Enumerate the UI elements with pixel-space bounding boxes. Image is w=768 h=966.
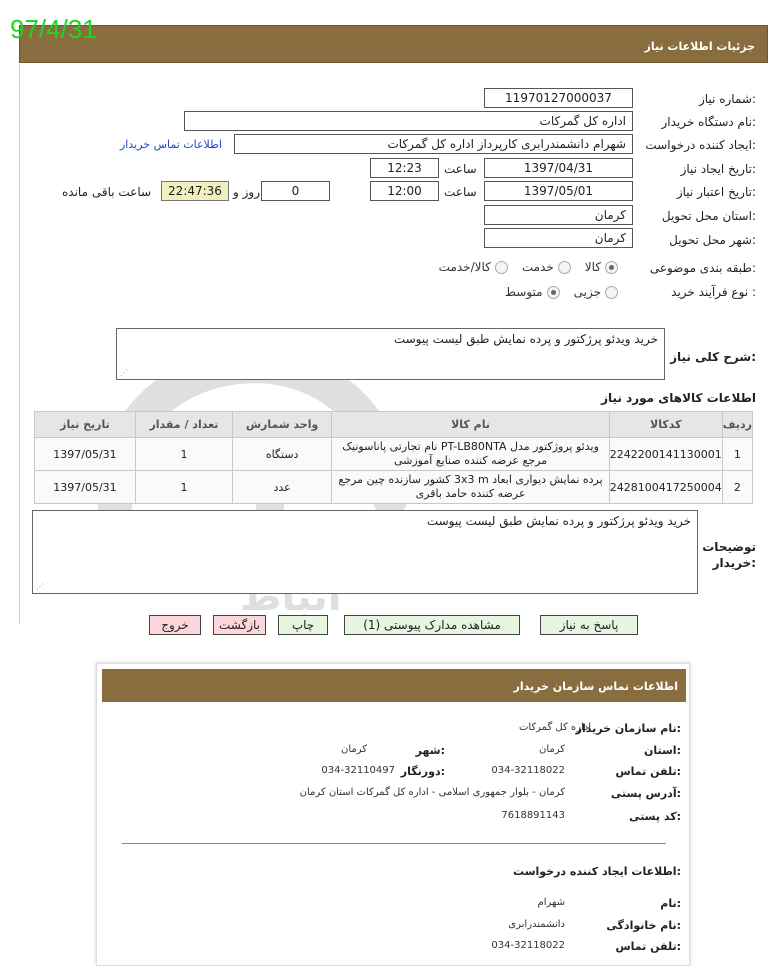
process-option-minor[interactable]: جزیی [574, 285, 618, 299]
cell-date: 1397/05/31 [35, 438, 136, 471]
watermark-text-2: اتباط [240, 574, 342, 620]
buyer-contact-panel [96, 663, 690, 966]
buyer-org-field: اداره کل گمرکات [184, 111, 633, 131]
buyer-org-label: نام دستگاه خریدار: [661, 115, 756, 129]
province-label: استان محل تحویل: [661, 209, 756, 223]
need-number-field: 11970127000037 [484, 88, 633, 108]
buyer-contact-link[interactable]: اطلاعات تماس خریدار [120, 138, 222, 151]
col-code: کدکالا [609, 412, 722, 438]
contact-panel-header [102, 669, 686, 702]
radio-dot[interactable] [495, 261, 508, 274]
contact-postal-label: کد پستی: [629, 810, 681, 823]
creator-name-value: شهرام [537, 897, 565, 908]
category-radio-group [439, 260, 618, 274]
contact-fax-label: دورنگار: [400, 765, 445, 778]
process-radio-group [505, 285, 618, 299]
province-field: کرمان [484, 205, 633, 225]
buyer-notes-label-2: خریدار: [712, 556, 756, 570]
valid-date-label: تاریخ اعتبار نیاز: [676, 185, 756, 199]
contact-city-label: شهر: [415, 744, 445, 757]
radio-dot[interactable] [605, 286, 618, 299]
items-table [34, 411, 753, 504]
contact-divider [122, 843, 666, 844]
cell-row: 2 [722, 471, 752, 504]
contact-fax-value: 034-32110497 [321, 765, 395, 776]
need-number-label: شماره نیاز: [698, 92, 756, 106]
attachments-button[interactable]: مشاهده مدارک پیوستی (1) [344, 615, 520, 635]
cell-qty: 1 [135, 438, 232, 471]
radio-dot[interactable] [558, 261, 571, 274]
countdown-timer: 22:47:36 [161, 181, 229, 201]
table-row [35, 471, 753, 504]
creator-phone-label: تلفن تماس: [615, 940, 681, 953]
contact-address-label: آدرس پستی: [610, 787, 681, 800]
requester-label: ایجاد کننده درخواست: [645, 138, 756, 152]
contact-city-value: کرمان [340, 744, 367, 755]
category-option-goods[interactable]: کالا [585, 260, 618, 274]
created-date-field: 1397/04/31 [484, 158, 633, 178]
cell-name-line1: پرده نمایش دیواری ابعاد 3x3 m کشور سازنده چین مرجع [338, 473, 603, 486]
table-header-row [35, 412, 753, 438]
process-option-medium[interactable]: متوسط [505, 285, 560, 299]
creator-section-title: اطلاعات ایجاد کننده درخواست: [513, 865, 681, 878]
created-time-field: 12:23 [370, 158, 439, 178]
city-field: کرمان [484, 228, 633, 248]
cell-code: 2242200141130001 [609, 438, 722, 471]
creator-family-label: نام خانوادگی: [606, 919, 681, 932]
cell-name [332, 471, 610, 504]
contact-panel-title: اطلاعات تماس سازمان خریدار [513, 680, 678, 693]
summary-textarea[interactable] [116, 328, 665, 380]
contact-province-label: استان: [643, 744, 681, 757]
items-section-title: اطلاعات کالاهای مورد نیاز [601, 391, 756, 405]
cell-code: 2428100417250004 [609, 471, 722, 504]
valid-time-field: 12:00 [370, 181, 439, 201]
contact-province-value: کرمان [538, 744, 565, 755]
valid-time-label: ساعت [444, 185, 477, 199]
category-label: طبقه بندی موضوعی: [649, 261, 756, 275]
back-button[interactable]: بازگشت [213, 615, 266, 635]
buyer-notes-label-1: توضیحات [702, 540, 756, 554]
page-title: جزئیات اطلاعات نیاز [644, 40, 755, 53]
contact-phone-value: 034-32118022 [491, 765, 565, 776]
col-date: تاریخ نیاز [35, 412, 136, 438]
cell-unit: عدد [232, 471, 331, 504]
requester-field: شهرام دانشمندرابری کارپرداز اداره کل گمرکات [234, 134, 633, 154]
buyer-notes-textarea[interactable] [32, 510, 698, 594]
summary-text: خرید ویدئو پرژکتور و پرده نمایش طبق لیست پیوست [393, 332, 658, 346]
contact-postal-value: 7618891143 [501, 810, 565, 821]
cell-qty: 1 [135, 471, 232, 504]
remaining-label: ساعت باقی مانده [62, 185, 152, 199]
col-name: نام کالا [332, 412, 610, 438]
summary-label: شرح کلی نیاز: [670, 350, 756, 364]
col-qty: تعداد / مقدار [135, 412, 232, 438]
created-time-label: ساعت [444, 162, 477, 176]
days-remaining-field: 0 [261, 181, 330, 201]
cell-name-line2: عرضه کننده حامد باقری [415, 487, 526, 500]
created-date-label: تاریخ ایجاد نیاز: [680, 162, 756, 176]
resize-grip-icon[interactable]: ⋰ [120, 368, 128, 377]
contact-org-label: نام سازمان خریدار: [575, 722, 681, 735]
city-label: شهر محل تحویل: [669, 233, 756, 247]
cell-name-line2: مرجع عرضه کننده صنایع آموزشی [393, 454, 548, 467]
table-row [35, 438, 753, 471]
category-option-both[interactable]: کالا/خدمت [439, 260, 508, 274]
days-label: روز و [233, 185, 260, 199]
cell-row: 1 [722, 438, 752, 471]
page-header [19, 25, 768, 63]
cell-name [332, 438, 610, 471]
category-option-service[interactable]: خدمت [522, 260, 571, 274]
col-unit: واحد شمارش [232, 412, 331, 438]
contact-org-value: اداره کل گمرکات [518, 722, 591, 733]
radio-dot[interactable] [547, 286, 560, 299]
exit-button[interactable]: خروج [149, 615, 201, 635]
resize-grip-icon[interactable]: ⋰ [36, 582, 44, 591]
cell-name-line1: ویدئو پروژکتور مدل PT-LB80NTA نام تجارتی پاناسونیک [342, 440, 599, 453]
valid-date-field: 1397/05/01 [484, 181, 633, 201]
contact-phone-label: تلفن تماس: [615, 765, 681, 778]
process-label: نوع فرآیند خرید : [671, 285, 756, 299]
creator-phone-value: 034-32118022 [491, 940, 565, 951]
reply-button[interactable]: پاسخ به نیاز [540, 615, 638, 635]
print-button[interactable]: چاپ [278, 615, 328, 635]
col-row: ردیف [722, 412, 752, 438]
creator-name-label: نام: [660, 897, 681, 910]
radio-dot[interactable] [605, 261, 618, 274]
cell-unit: دستگاه [232, 438, 331, 471]
date-stamp: 97/4/31 [10, 14, 97, 44]
buyer-notes-text: خرید ویدئو پرژکتور و پرده نمایش طبق لیست پیوست [426, 514, 691, 528]
contact-address-value: کرمان - بلوار جمهوری اسلامی - اداره کل گمرکات استان کرمان [299, 787, 565, 798]
cell-date: 1397/05/31 [35, 471, 136, 504]
creator-family-value: دانشمندرابری [508, 919, 565, 930]
